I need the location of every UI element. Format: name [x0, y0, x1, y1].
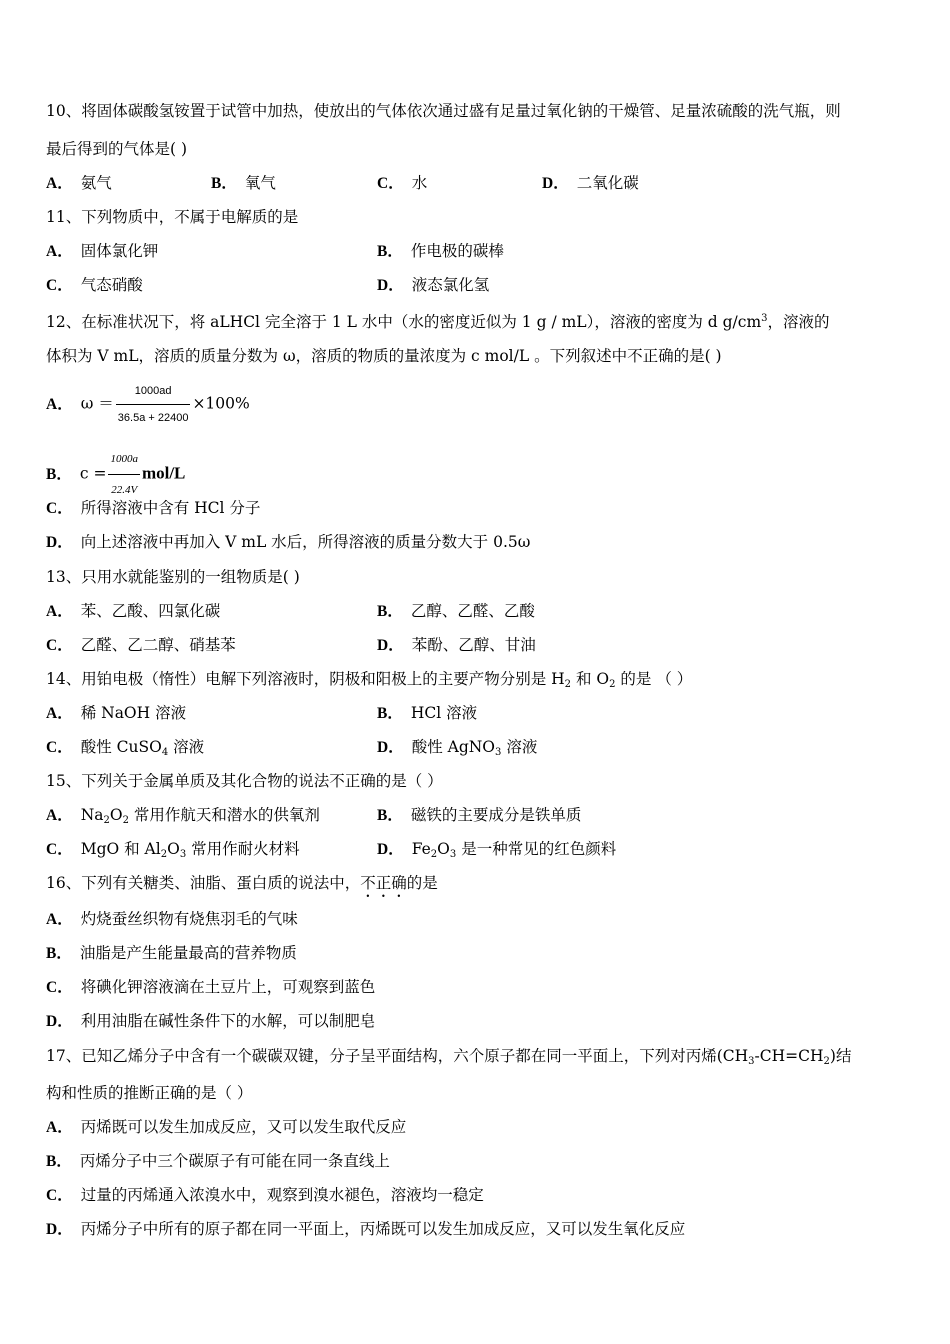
q15-option-a: A． $Na_2O_2$ 常用作航天和潜水的供氧剂: [46, 806, 320, 826]
q12-stem-line2: 体积为 V mL，溶质的质量分数为 ω，溶质的物质的量浓度为 c mol/L 。下列叙述中不正确的是( ): [46, 347, 722, 365]
q13-option-c: C． 乙醛、乙二醇、硝基苯: [46, 636, 236, 654]
q12-option-a: A． ω ＝ $\frac{1000ad}{36.5a + 22400}$ ×100%: [46, 378, 250, 431]
q16-option-c: C． 将碘化钾溶液滴在土豆片上，可观察到蓝色: [46, 978, 376, 996]
q10-option-c: C． 水: [377, 174, 428, 192]
q14-option-c: C． 酸性 CuSO$_4$ 溶液: [46, 738, 205, 758]
q14-option-a: A． 稀 NaOH 溶液: [46, 704, 187, 722]
q12-option-a-fraction: $\frac{1000ad}{36.5a + 22400}$: [116, 378, 191, 431]
q10-stem-line1: 10、将固体碳酸氢铵置于试管中加热，使放出的气体依次通过盛有足量过氧化钠的干燥管、足量浓硫酸的洗气瓶，则: [46, 102, 841, 120]
q14-option-b: B． HCl 溶液: [377, 704, 478, 722]
q10-option-b: B． 氧气: [211, 174, 276, 192]
q11-stem: 11、下列物质中，不属于电解质的是: [46, 208, 299, 226]
q17-stem-line1: 17、已知乙烯分子中含有一个碳碳双键，分子呈平面结构，六个原子都在同一平面上，下列对丙烯$(CH_3-CH=CH_2)$结: [46, 1047, 852, 1067]
q17-option-d: D． 丙烯分子中所有的原子都在同一平面上，丙烯既可以发生加成反应，又可以发生氧化反应: [46, 1220, 686, 1238]
q10-stem-line2: 最后得到的气体是( ): [46, 140, 188, 158]
q17-stem-line2: 构和性质的推断正确的是（ ）: [46, 1084, 253, 1102]
q12-option-d: D． 向上述溶液中再加入 V mL 水后，所得溶液的质量分数大于 0.5ω: [46, 533, 531, 551]
q13-stem: 13、只用水就能鉴别的一组物质是( ): [46, 568, 300, 586]
q16-option-b: B． 油脂是产生能量最高的营养物质: [46, 944, 297, 962]
q10-option-a: A． 氨气: [46, 174, 112, 192]
q13-option-b: B． 乙醇、乙醛、乙酸: [377, 602, 535, 620]
q16-option-a: A． 灼烧蚕丝织物有烧焦羽毛的气味: [46, 910, 298, 928]
q12-stem-line1: 12、在标准状况下，将 aLHCl 完全溶于 1 L 水中（水的密度近似为 1 g / mL），溶液的密度为 d $g/cm^3$，溶液的: [46, 313, 830, 331]
q13-option-a: A． 苯、乙酸、四氯化碳: [46, 602, 221, 620]
q15-option-c: C． MgO 和 $Al_2O_3$ 常用作耐火材料: [46, 840, 300, 860]
q12-option-b: B． c = $\frac{1000a}{22.4V}$ mol/L: [46, 444, 185, 505]
q15-option-b: B． 磁铁的主要成分是铁单质: [377, 806, 582, 824]
q11-option-c: C． 气态硝酸: [46, 276, 143, 294]
q15-stem: 15、下列关于金属单质及其化合物的说法不正确的是（ ）: [46, 772, 443, 790]
q11-option-b: B． 作电极的碳棒: [377, 242, 504, 260]
q13-option-d: D． 苯酚、乙醇、甘油: [377, 636, 536, 654]
q17-option-b: B． 丙烯分子中三个碳原子有可能在同一条直线上: [46, 1152, 390, 1170]
q14-option-d: D． 酸性 AgNO$_3$ 溶液: [377, 738, 538, 758]
q16-stem: 16、下列有关糖类、油脂、蛋白质的说法中，不正确的是: [46, 874, 438, 892]
q11-option-d: D． 液态氯化氢: [377, 276, 490, 294]
q16-option-d: D． 利用油脂在碱性条件下的水解，可以制肥皂: [46, 1012, 376, 1030]
q11-option-a: A． 固体氯化钾: [46, 242, 159, 260]
q12-option-c: C． 所得溶液中含有 HCl 分子: [46, 499, 261, 517]
emphasis-dots: 不正确: [360, 874, 407, 892]
q12-option-b-fraction: $\frac{1000a}{22.4V}$: [108, 444, 140, 505]
q17-option-c: C． 过量的丙烯通入浓溴水中，观察到溴水褪色，溶液均一稳定: [46, 1186, 484, 1204]
q10-option-d: D． 二氧化碳: [542, 174, 639, 192]
q14-stem: 14、用铂电极（惰性）电解下列溶液时，阴极和阳极上的主要产物分别是 $H_2$ 和 $O_2$ 的是 （ ）: [46, 670, 693, 690]
q15-option-d: D． $Fe_2O_3$ 是一种常见的红色颜料: [377, 840, 617, 860]
q17-option-a: A． 丙烯既可以发生加成反应，又可以发生取代反应: [46, 1118, 407, 1136]
